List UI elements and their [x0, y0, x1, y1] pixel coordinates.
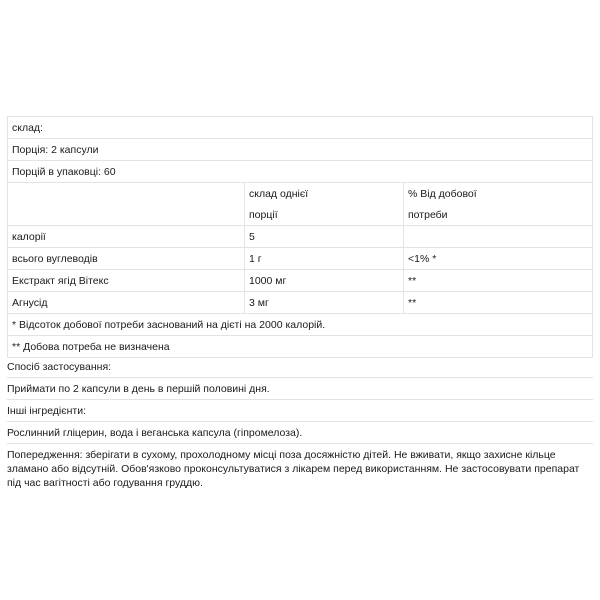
ingredient-dv: ** [404, 292, 593, 314]
warning-text: Попередження: зберігати в сухому, прохолодному місці поза досяжністю дітей. Не вживати, якщо захисне кільце зламано або відсутній. Обов'язково проконсультуватися з лікарем перед використанням. Не застосовувати препарат під час вагітності або годування груддю. [7, 449, 580, 489]
table-header-row [8, 204, 593, 226]
supplement-facts-table [7, 116, 593, 358]
divider [7, 421, 593, 422]
other-ingredients-text: Рослинний гліцерин, вода і веганська капсула (гіпромелоза). [7, 427, 303, 439]
table-row [8, 226, 593, 248]
table-header-row [8, 183, 593, 205]
table-row [8, 292, 593, 314]
ingredient-amount: 5 [245, 226, 404, 248]
usage-title: Спосіб застосування: [7, 361, 112, 373]
servings-per-container: Порцій в упаковці: 60 [8, 161, 593, 183]
table-row [8, 314, 593, 336]
footnote-daily-value: * Відсоток добової потреби заснований на дієті на 2000 калорій. [8, 314, 593, 336]
ingredient-dv: ** [404, 270, 593, 292]
header-empty [8, 183, 245, 205]
divider [7, 443, 593, 444]
supplement-facts [7, 116, 593, 358]
divider [7, 399, 593, 400]
ingredient-amount: 3 мг [245, 292, 404, 314]
table-row [8, 336, 593, 358]
table-row [8, 139, 593, 161]
footnote-not-established: ** Добова потреба не визначена [8, 336, 593, 358]
ingredient-name: калорії [8, 226, 245, 248]
daily-value-header: % Від добової [404, 183, 593, 205]
amount-header: склад однієї [245, 183, 404, 205]
ingredient-name: Екстракт ягід Вітекс [8, 270, 245, 292]
divider [7, 377, 593, 378]
usage-text: Приймати по 2 капсули в день в першій половині дня. [7, 383, 270, 395]
ingredient-dv: <1% * [404, 248, 593, 270]
ingredient-name: всього вуглеводів [8, 248, 245, 270]
table-row [8, 270, 593, 292]
other-ingredients-title: Інші інгредієнти: [7, 405, 87, 417]
ingredient-amount: 1 г [245, 248, 404, 270]
amount-header-cont: порції [245, 204, 404, 226]
table-row [8, 117, 593, 139]
header-empty [8, 204, 245, 226]
composition-heading: склад: [8, 117, 593, 139]
ingredient-name: Агнусід [8, 292, 245, 314]
ingredient-amount: 1000 мг [245, 270, 404, 292]
ingredient-dv [404, 226, 593, 248]
table-row [8, 161, 593, 183]
daily-value-header-cont: потреби [404, 204, 593, 226]
table-row [8, 248, 593, 270]
serving-size: Порція: 2 капсули [8, 139, 593, 161]
